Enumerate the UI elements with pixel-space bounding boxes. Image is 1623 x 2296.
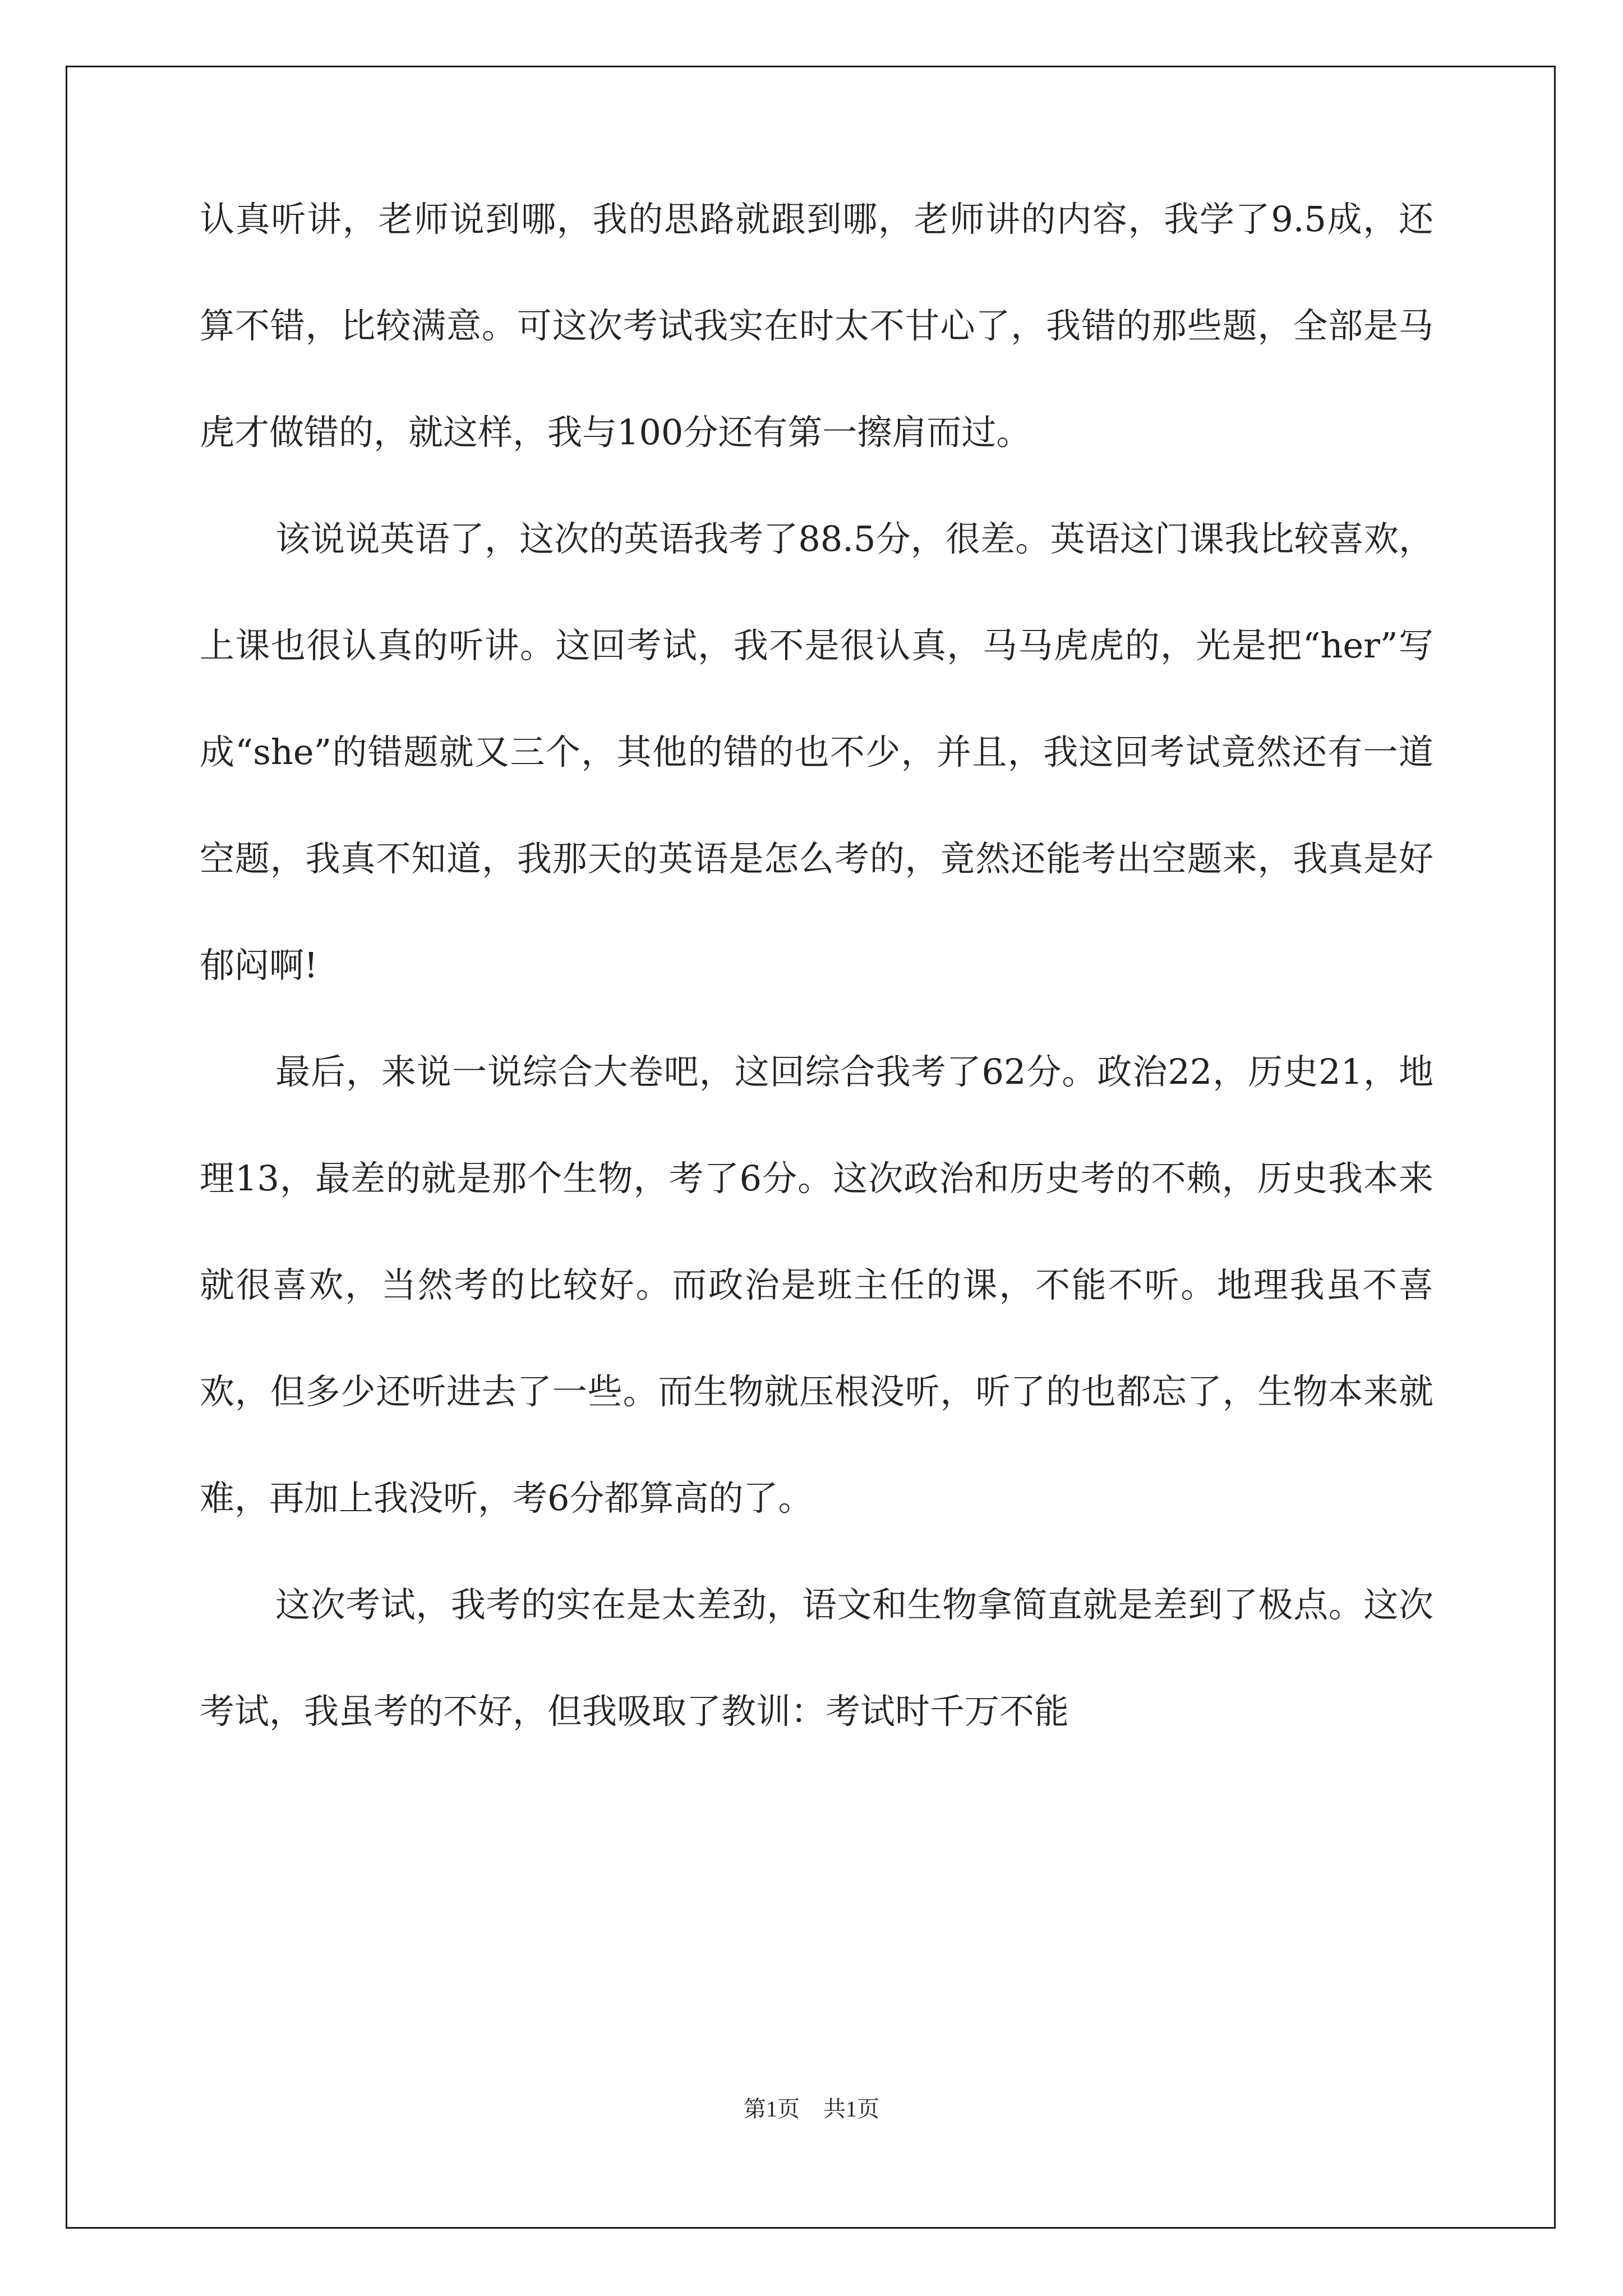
page-total: 共1页 [823,2096,879,2122]
page-footer [0,2091,1623,2123]
paragraph-2: 该说说英语了，这次的英语我考了88.5分，很差。英语这门课我比较喜欢，上课也很认真的听讲。这回考试，我不是很认真，马马虎虎的，光是把“her”写成“she”的错题就又三个，其他的错的也不少，并且，我这回考试竟然还有一道空题，我真不知道，我那天的英语是怎么考的，竟然还能考出空题来，我真是好郁闷啊! [200,518,1433,986]
document-body [200,166,1433,1765]
page-number: 第1页 [744,2096,800,2122]
paragraph-4: 这次考试，我考的实在是太差劲，语文和生物拿简直就是差到了极点。这次考试，我虽考的不好，但我吸取了教训：考试时千万不能 [200,1584,1433,1732]
paragraph-1: 认真听讲，老师说到哪，我的思路就跟到哪，老师讲的内容，我学了9.5成，还算不错，比较满意。可这次考试我实在时太不甘心了，我错的那些题，全部是马虎才做错的，就这样，我与100分还有第一擦肩而过。 [200,199,1433,453]
paragraph-3: 最后，来说一说综合大卷吧，这回综合我考了62分。政治22，历史21，地理13，最差的就是那个生物，考了6分。这次政治和历史考的不赖，历史我本来就很喜欢，当然考的比较好。而政治是班主任的课，不能不听。地理我虽不喜欢，但多少还听进去了一些。而生物就压根没听，听了的也都忘了，生物本来就难，再加上我没听，考6分都算高的了。 [200,1051,1433,1519]
